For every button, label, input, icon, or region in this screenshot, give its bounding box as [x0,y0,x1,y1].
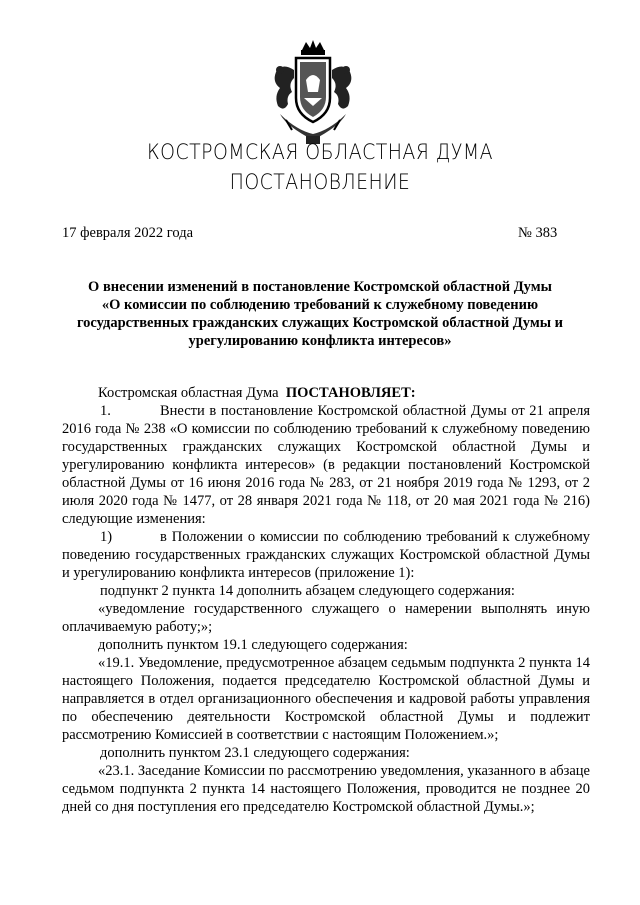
organization-name: КОСТРОМСКАЯ ОБЛАСТНАЯ ДУМА [146,140,494,164]
preamble [98,384,590,402]
title-line: урегулированию конфликта интересов» [188,333,452,349]
title-line: О внесении изменений в постановление Костромской областной Думы [88,279,552,295]
paragraph-add-19-1: дополнить пунктом 19.1 следующего содержания: [98,637,408,653]
item-1-number: 1. [100,403,111,419]
document-date: 17 февраля 2022 года [62,225,194,241]
title-line: государственных гражданских служащих Костромской областной Думы и [76,315,564,331]
paragraph-quote-1: «уведомление государственного служащего о намерении выполнять иную оплачиваемую работу;»; [62,601,590,635]
title-line: «О комиссии по соблюдению требований к служебному поведению [101,297,539,313]
document-type: ПОСТАНОВЛЕНИЕ [229,170,411,194]
document-title [52,278,588,350]
paragraph-subpoint: подпункт 2 пункта 14 дополнить абзацем следующего содержания: [100,583,515,599]
paragraph-23-1: «23.1. Заседание Комиссии по рассмотрению уведомления, указанного в абзаце седьмом подпункта 2 пункта 14 настоящего Положения, проводится не позднее 20 дней со дня поступления его председателю Костромской областной Думы.»; [62,763,590,815]
subitem-1-number: 1) [100,529,113,545]
coat-of-arms-icon [266,40,360,146]
subitem-1 [62,528,590,582]
preamble-lead: Костромская областная Дума [98,385,279,401]
item-1-text: Внести в постановление Костромской областной Думы от 21 апреля 2016 года № 238 «О комиссии по соблюдению требований к служебному поведению государственных гражданских служащих Костромской областной Думы и урегулированию конфликта интересов» (в редакции постановлений Костромской областной Думы от 16 июня 2016 года № 283, от 21 ноября 2019 года № 1293, от 2 июля 2020 года № 1477, от 28 января 2021 года № 118, от 20 мая 2021 года № 216) следующие изменения: [62,403,590,527]
document-number: № 383 [518,225,558,241]
paragraph-add-23-1: дополнить пунктом 23.1 следующего содержания: [100,745,410,761]
subitem-1-text: в Положении о комиссии по соблюдению требований к служебному поведению государственных гражданских служащих Костромской областной Думы и урегулированию конфликта интересов (приложение 1): [62,529,590,581]
preamble-decree: ПОСТАНОВЛЯЕТ: [285,385,416,401]
item-1 [62,402,590,528]
paragraph-19-1: «19.1. Уведомление, предусмотренное абзацем седьмым подпункта 2 пункта 14 настоящего Положения, подается председателю Костромской областной Думы и направляется в отдел организационного обеспечения и кадровой работы управления по обеспечению деятельности Костромской областной Думы и подлежит рассмотрению Комиссией в соответствии с настоящим Положением.»; [62,655,590,743]
document-body [62,384,590,816]
